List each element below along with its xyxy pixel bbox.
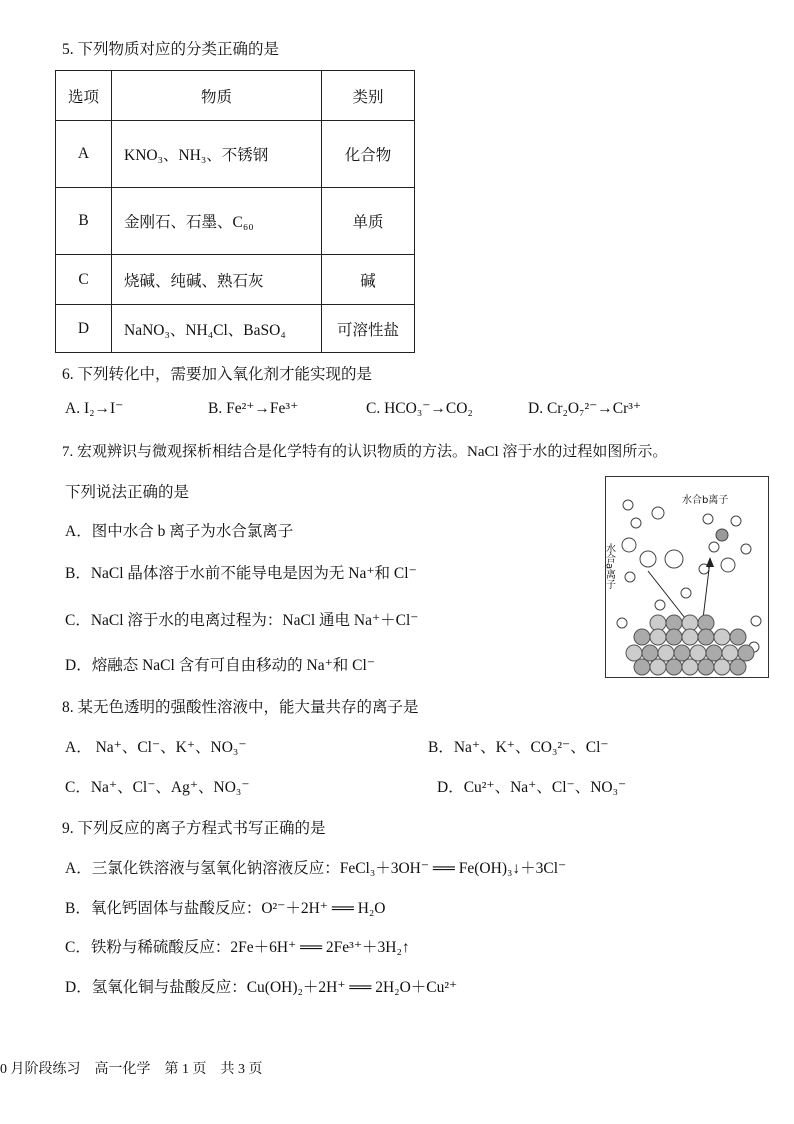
row-category: 碱 [322, 255, 415, 305]
hydrated-b-label: 水合b离子 [682, 495, 729, 506]
q6-option-c: C. HCO₃⁻→CO₂ [366, 400, 473, 417]
q9-option-b: B．氧化钙固体与盐酸反应：O²⁻＋2H⁺ ══ H₂O [65, 900, 386, 917]
q8-option-b: B．Na⁺、K⁺、CO₃²⁻、Cl⁻ [428, 739, 609, 756]
classification-table [55, 70, 415, 353]
table-row [56, 121, 415, 188]
q7-stem-line2: 下列说法正确的是 [65, 484, 190, 501]
q7-option-d: D．熔融态 NaCl 含有可自由移动的 Na⁺和 Cl⁻ [65, 657, 375, 674]
arrow-b-head [706, 557, 714, 567]
q7-option-c: C．NaCl 溶于水的电离过程为：NaCl 通电 Na⁺＋Cl⁻ [65, 612, 419, 629]
row-category: 单质 [322, 188, 415, 255]
row-option: D [56, 305, 112, 353]
header-category: 类别 [322, 71, 415, 121]
table-header-row [56, 71, 415, 121]
q7-option-a: A．图中水合 b 离子为水合氯离子 [65, 523, 294, 540]
row-substance: NaNO₃、NH₄Cl、BaSO₄ [112, 305, 322, 353]
q8-option-c: C．Na⁺、Cl⁻、Ag⁺、NO₃⁻ [65, 779, 250, 796]
table-row [56, 188, 415, 255]
q7-option-b: B．NaCl 晶体溶于水前不能导电是因为无 Na⁺和 Cl⁻ [65, 565, 417, 582]
row-option: C [56, 255, 112, 305]
row-category: 化合物 [322, 121, 415, 188]
dissolution-diagram [603, 477, 768, 677]
q5-stem: 5. 下列物质对应的分类正确的是 [62, 41, 280, 58]
page-footer: 0 月阶段练习 高一化学 第 1 页 共 3 页 [0, 1062, 263, 1077]
header-option: 选项 [56, 71, 112, 121]
q6-option-a: A. I₂→I⁻ [65, 400, 124, 417]
q7-stem-line1: 7. 宏观辨识与微观探析相结合是化学特有的认识物质的方法。NaCl 溶于水的过程如图所示。 [62, 444, 668, 460]
q8-stem: 8. 某无色透明的强酸性溶液中，能大量共存的离子是 [62, 699, 419, 716]
q8-option-d: D．Cu²⁺、Na⁺、Cl⁻、NO₃⁻ [437, 779, 627, 796]
q9-option-a: A．三氯化铁溶液与氢氧化钠溶液反应：FeCl₃＋3OH⁻ ══ Fe(OH)₃↓＋3Cl⁻ [65, 860, 567, 877]
q6-stem: 6. 下列转化中，需要加入氧化剂才能实现的是 [62, 366, 373, 383]
row-substance: 金刚石、石墨、C₆₀ [112, 188, 322, 255]
row-substance: 烧碱、纯碱、熟石灰 [112, 255, 322, 305]
hydrated-a-label: 水合a离子 [603, 543, 615, 590]
q8-option-a: A． Na⁺、Cl⁻、K⁺、NO₃⁻ [65, 739, 247, 756]
q9-option-d: D．氢氧化铜与盐酸反应：Cu(OH)₂＋2H⁺ ══ 2H₂O＋Cu²⁺ [65, 979, 458, 996]
row-option: B [56, 188, 112, 255]
hydrated-ion [716, 529, 735, 572]
row-substance: KNO₃、NH₃、不锈钢 [112, 121, 322, 188]
nacl-crystal [626, 615, 754, 675]
q9-stem: 9. 下列反应的离子方程式书写正确的是 [62, 820, 326, 837]
q6-option-d: D. Cr₂O₇²⁻→Cr³⁺ [528, 400, 642, 417]
table-row [56, 255, 415, 305]
row-option: A [56, 121, 112, 188]
row-category: 可溶性盐 [322, 305, 415, 353]
header-substance: 物质 [112, 71, 322, 121]
nacl-dissolution-figure [605, 476, 769, 678]
table-row [56, 305, 415, 353]
q9-option-c: C．铁粉与稀硫酸反应：2Fe＋6H⁺ ══ 2Fe³⁺＋3H₂↑ [65, 939, 410, 956]
q6-option-b: B. Fe²⁺→Fe³⁺ [208, 400, 299, 417]
